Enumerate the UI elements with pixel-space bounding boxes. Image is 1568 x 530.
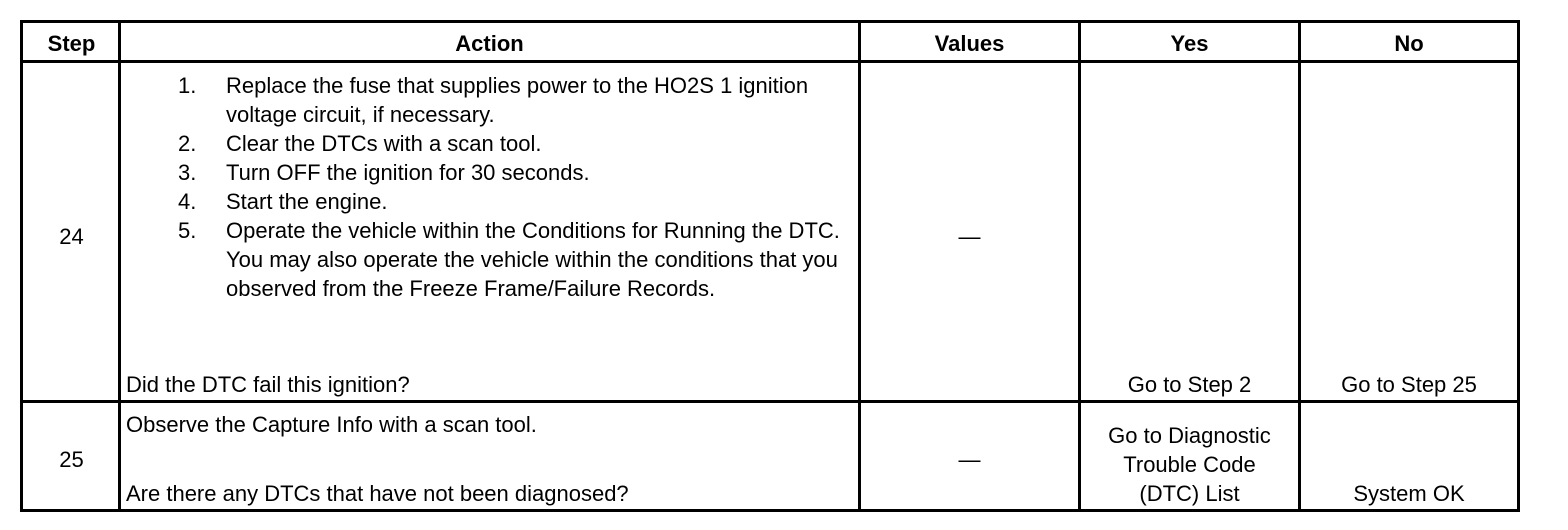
column-divider	[118, 23, 121, 509]
action-instruction: Observe the Capture Info with a scan tool.	[126, 412, 537, 437]
row-divider	[23, 60, 1517, 63]
column-divider	[858, 23, 861, 509]
action-steps-list	[124, 71, 844, 303]
action-question: Did the DTC fail this ignition?	[126, 372, 410, 397]
header-values: Values	[934, 31, 1005, 56]
values-cell: —	[958, 447, 981, 472]
header-yes: Yes	[1170, 31, 1209, 56]
column-divider	[1298, 23, 1301, 509]
header-step: Step	[47, 31, 96, 56]
yes-line: Go to Diagnostic	[1108, 423, 1271, 448]
list-item	[124, 187, 844, 216]
step-index: 3.	[178, 160, 197, 185]
step-number: 25	[59, 447, 84, 472]
no-cell: System OK	[1353, 481, 1465, 506]
list-item	[124, 129, 844, 158]
header-action: Action	[455, 31, 524, 56]
step-text: Clear the DTCs with a scan tool.	[226, 131, 542, 156]
yes-cell	[1081, 421, 1298, 508]
step-index: 1.	[178, 73, 197, 98]
step-text: Operate the vehicle within the Conditions for Running the DTC. You may also operate the vehicle within the conditions that you observed from the Freeze Frame/Failure Records.	[226, 218, 840, 301]
step-index: 4.	[178, 189, 197, 214]
step-text: Replace the fuse that supplies power to the HO2S 1 ignition voltage circuit, if necessary.	[226, 73, 809, 127]
action-question: Are there any DTCs that have not been diagnosed?	[126, 481, 629, 506]
yes-cell: Go to Step 2	[1127, 372, 1252, 397]
step-text: Start the engine.	[226, 189, 388, 214]
list-item	[124, 71, 844, 129]
values-cell: —	[958, 224, 981, 249]
no-cell: Go to Step 25	[1341, 372, 1477, 397]
yes-line: Trouble Code	[1123, 452, 1256, 477]
diagnostic-table	[20, 20, 1520, 512]
header-no: No	[1394, 31, 1424, 56]
step-number: 24	[59, 224, 84, 249]
row-divider	[23, 400, 1517, 403]
step-text: Turn OFF the ignition for 30 seconds.	[226, 160, 590, 185]
yes-line: (DTC) List	[1139, 481, 1240, 506]
list-item	[124, 216, 844, 303]
step-index: 5.	[178, 218, 197, 243]
list-item	[124, 158, 844, 187]
step-index: 2.	[178, 131, 197, 156]
